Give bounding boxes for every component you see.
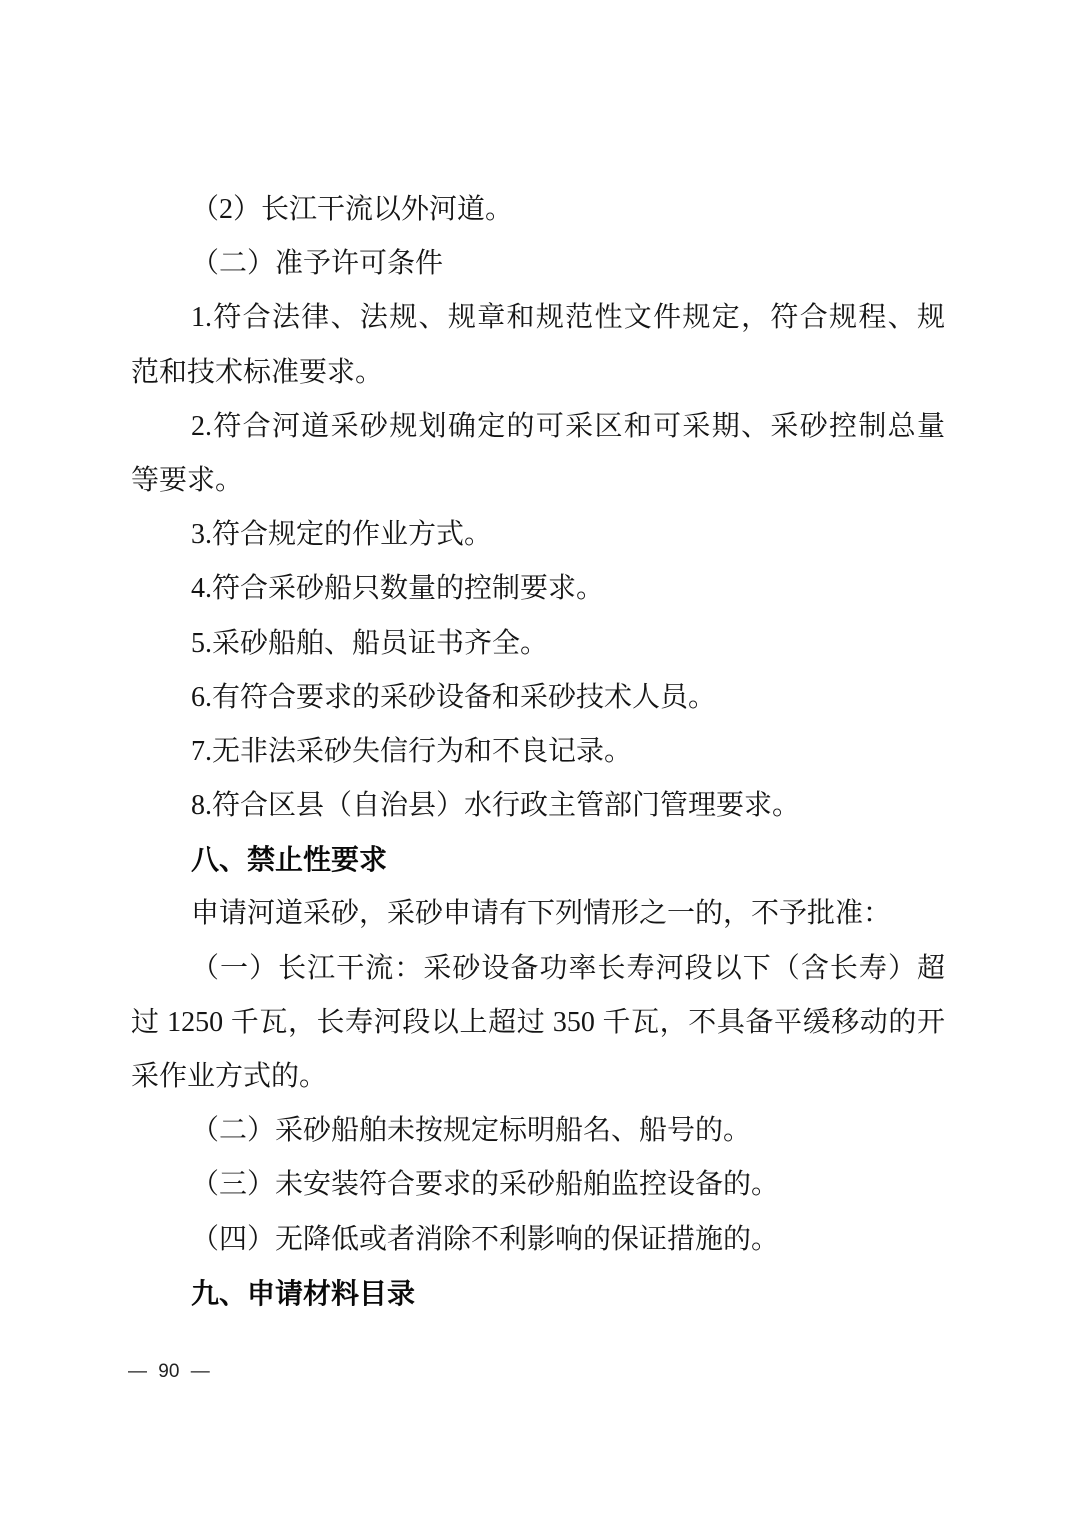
text-line: 8.符合区县（自治县）水行政主管部门管理要求。 (191, 790, 801, 822)
text-line: （2）长江干流以外河道。 (191, 194, 514, 225)
text-line: 过 1250 千瓦，长寿河段以上超过 350 千瓦，不具备平缓移动的开 (131, 1006, 945, 1038)
text-line: 等要求。 (131, 464, 244, 496)
text-line: （一）长江干流：采砂设备功率长寿河段以下（含长寿）超 (191, 952, 945, 984)
text-line: （二）准予许可条件 (191, 248, 444, 280)
section-heading: 九、申请材料目录 (191, 1277, 416, 1309)
text-line: 1.符合法律、法规、规章和规范性文件规定，符合规程、规 (191, 302, 945, 334)
text-block (131, 183, 945, 1321)
text-line: 3.符合规定的作业方式。 (191, 519, 493, 551)
text-line: 范和技术标准要求。 (131, 356, 384, 388)
text-line: （三）未安装符合要求的采砂船舶监控设备的。 (191, 1169, 780, 1201)
text-line: 4.符合采砂船只数量的控制要求。 (191, 573, 605, 605)
text-line: 2.符合河道采砂规划确定的可采区和可采期、采砂控制总量 (191, 410, 945, 442)
text-line: （二）采砂船舶未按规定标明船名、船号的。 (191, 1115, 752, 1147)
text-line: 采作业方式的。 (131, 1061, 328, 1092)
text-line: 5.采砂船舶、船员证书齐全。 (191, 627, 549, 659)
text-line: （四）无降低或者消除不利影响的保证措施的。 (191, 1223, 780, 1255)
page-number: — 90 — (128, 1361, 210, 1382)
text-line: 7.无非法采砂失信行为和不良记录。 (191, 735, 633, 767)
section-heading: 八、禁止性要求 (191, 844, 388, 876)
text-line: 申请河道采砂，采砂申请有下列情形之一的，不予批准： (191, 898, 892, 930)
text-line: 6.有符合要求的采砂设备和采砂技术人员。 (191, 681, 717, 713)
